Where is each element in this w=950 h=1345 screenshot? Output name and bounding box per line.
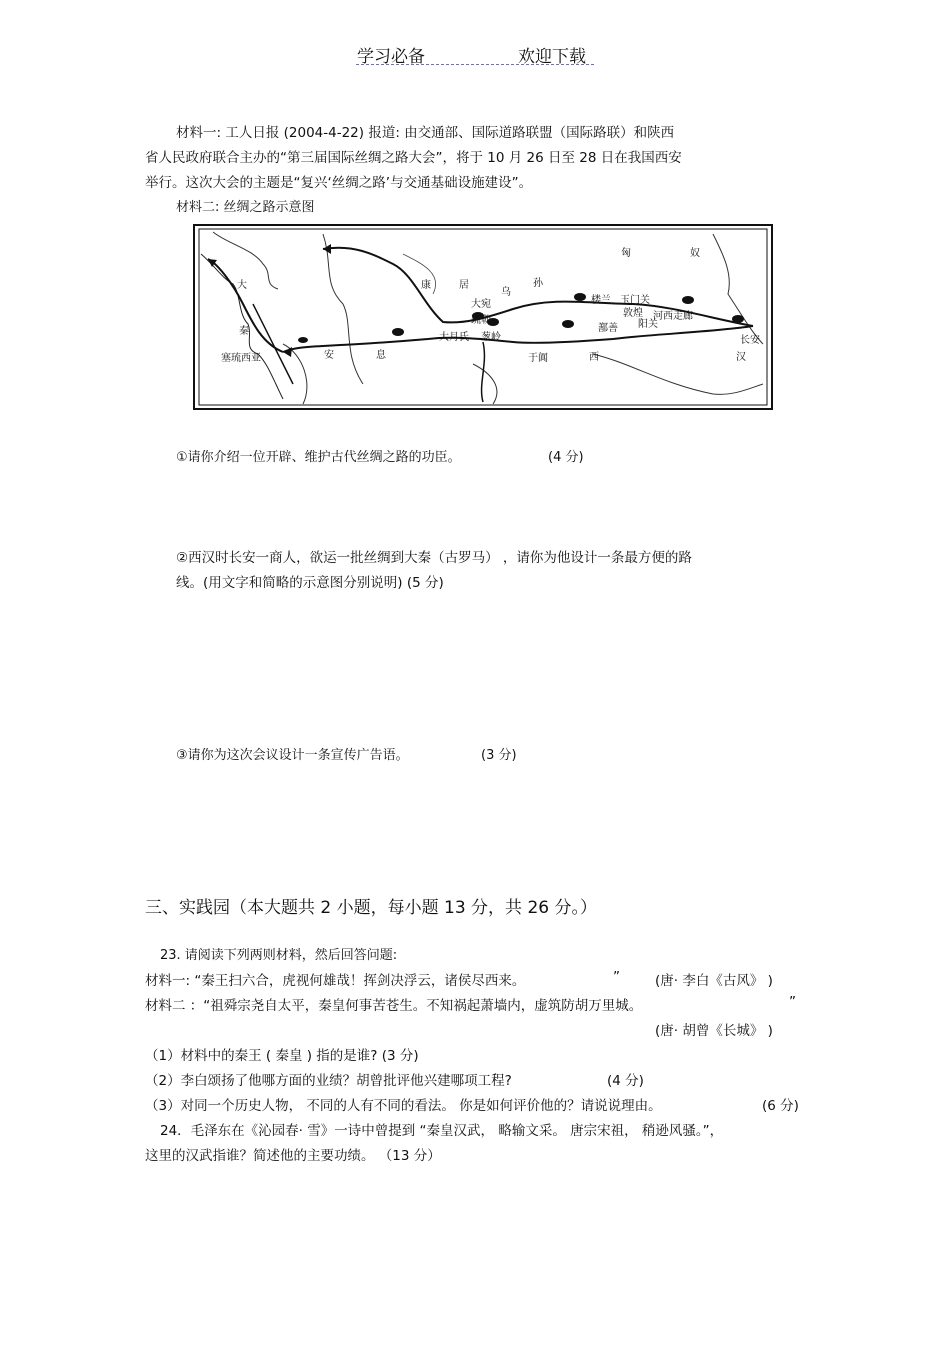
question-3-score: (3 分) [481, 748, 517, 763]
map-label-han: 汉 [736, 352, 746, 363]
material1-line2: 省人民政府联合主办的“第三届国际丝绸之路大会”，将于 10 月 26 日至 28 日在我国西安 [145, 150, 682, 166]
map-label-an: 安 [324, 350, 334, 361]
map-label-congling: 葱岭 [481, 332, 501, 343]
map-label-seleucia: 塞琉西亚 [221, 353, 261, 364]
material2-title: 材料二: 丝绸之路示意图 [176, 200, 315, 215]
map-label-dunhuang: 敦煌 [623, 308, 643, 319]
header-right: 欢迎下载 [518, 47, 586, 67]
section-title: 三、实践园（本大题共 2 小题，每小题 13 分，共 26 分。） [145, 898, 598, 918]
q23-sub2-score: (4 分) [607, 1073, 644, 1089]
map-label-dawan: 大宛 [471, 299, 491, 310]
map-label-dayuezhi: 大月氏 [439, 332, 469, 343]
map-label-xi: 西 [589, 352, 599, 363]
map-label-changan: 长安 [740, 335, 760, 346]
map-label-da: 大 [237, 280, 247, 291]
header-left: 学习必备 [357, 47, 425, 67]
q23-material2-end: ” [789, 994, 796, 1010]
q23-material1-end: ” [613, 969, 620, 985]
header-divider [356, 64, 594, 65]
q23-intro: 23. 请阅读下列两则材料，然后回答问题: [160, 948, 398, 963]
map-label-hexi: 河西走廊 [653, 311, 693, 322]
q23-sub1: （1）材料中的秦王 ( 秦皇 ) 指的是谁? (3 分) [145, 1048, 419, 1064]
map-label-shanshan: 鄯善 [598, 323, 618, 334]
question-2-line1: ②西汉时长安一商人，欲运一批丝绸到大秦（古罗马） ，请你为他设计一条最方便的路 [176, 550, 692, 566]
silk-road-map [193, 224, 773, 410]
question-1-score: (4 分) [548, 450, 584, 465]
map-label-sun: 孙 [533, 278, 543, 289]
question-2-line2: 线。(用文字和简略的示意图分别说明) (5 分) [176, 575, 444, 591]
q23-sub3-score: (6 分) [762, 1098, 799, 1114]
map-label-xiongnu2: 奴 [690, 248, 700, 259]
q23-material1: 材料一: “秦王扫六合，虎视何雄哉！挥剑决浮云，诸侯尽西来。 [145, 973, 526, 989]
map-label-yumenguan: 玉门关 [620, 295, 650, 306]
material1-line1: 材料一: 工人日报 (2004-4-22) 报道: 由交通部、国际道路联盟（国际路联）和陕西 [176, 125, 675, 141]
map-label-ju: 居 [459, 280, 469, 291]
map-label-qin: 秦 [239, 326, 249, 337]
map-label-loulan: 楼兰 [591, 295, 611, 306]
question-1: ①请你介绍一位开辟、维护古代丝绸之路的功臣。 [176, 450, 461, 465]
q23-material1-source: (唐· 李白《古风》 ) [655, 973, 773, 989]
question-3: ③请你为这次会议设计一条宣传广告语。 [176, 748, 409, 763]
q23-sub3: （3）对同一个历史人物， 不同的人有不同的看法。 你是如何评价他的？请说说理由。 [145, 1098, 662, 1114]
q23-material2-source: (唐· 胡曾《长城》 ) [655, 1023, 773, 1039]
map-label-yutian: 于阗 [528, 353, 548, 364]
q24-line1: 24．毛泽东在《沁园春· 雪》一诗中曾提到 “秦皇汉武， 略输文采。 唐宗宋祖， 稍逊风骚。”， [160, 1123, 724, 1139]
map-label-shule: 疏勒 [471, 315, 491, 326]
map-label-xi-rest: 息 [376, 350, 386, 361]
q24-line2: 这里的汉武指谁？简述他的主要功绩。 （13 分） [145, 1148, 441, 1164]
material1-line3: 举行。这次大会的主题是“复兴‘丝绸之路’与交通基础设施建设”。 [145, 175, 533, 191]
map-label-xiongnu1: 匈 [621, 248, 631, 259]
map-label-wu: 乌 [501, 287, 511, 298]
map-label-kang: 康 [421, 280, 431, 291]
q23-material2: 材料二 ：“祖舜宗尧自太平，秦皇何事苦苍生。不知祸起萧墙内，虚筑防胡万里城。 [145, 998, 643, 1014]
map-label-yangguan: 阳关 [638, 319, 658, 330]
q23-sub2: （2）李白颂扬了他哪方面的业绩？胡曾批评他兴建哪项工程? [145, 1073, 512, 1089]
